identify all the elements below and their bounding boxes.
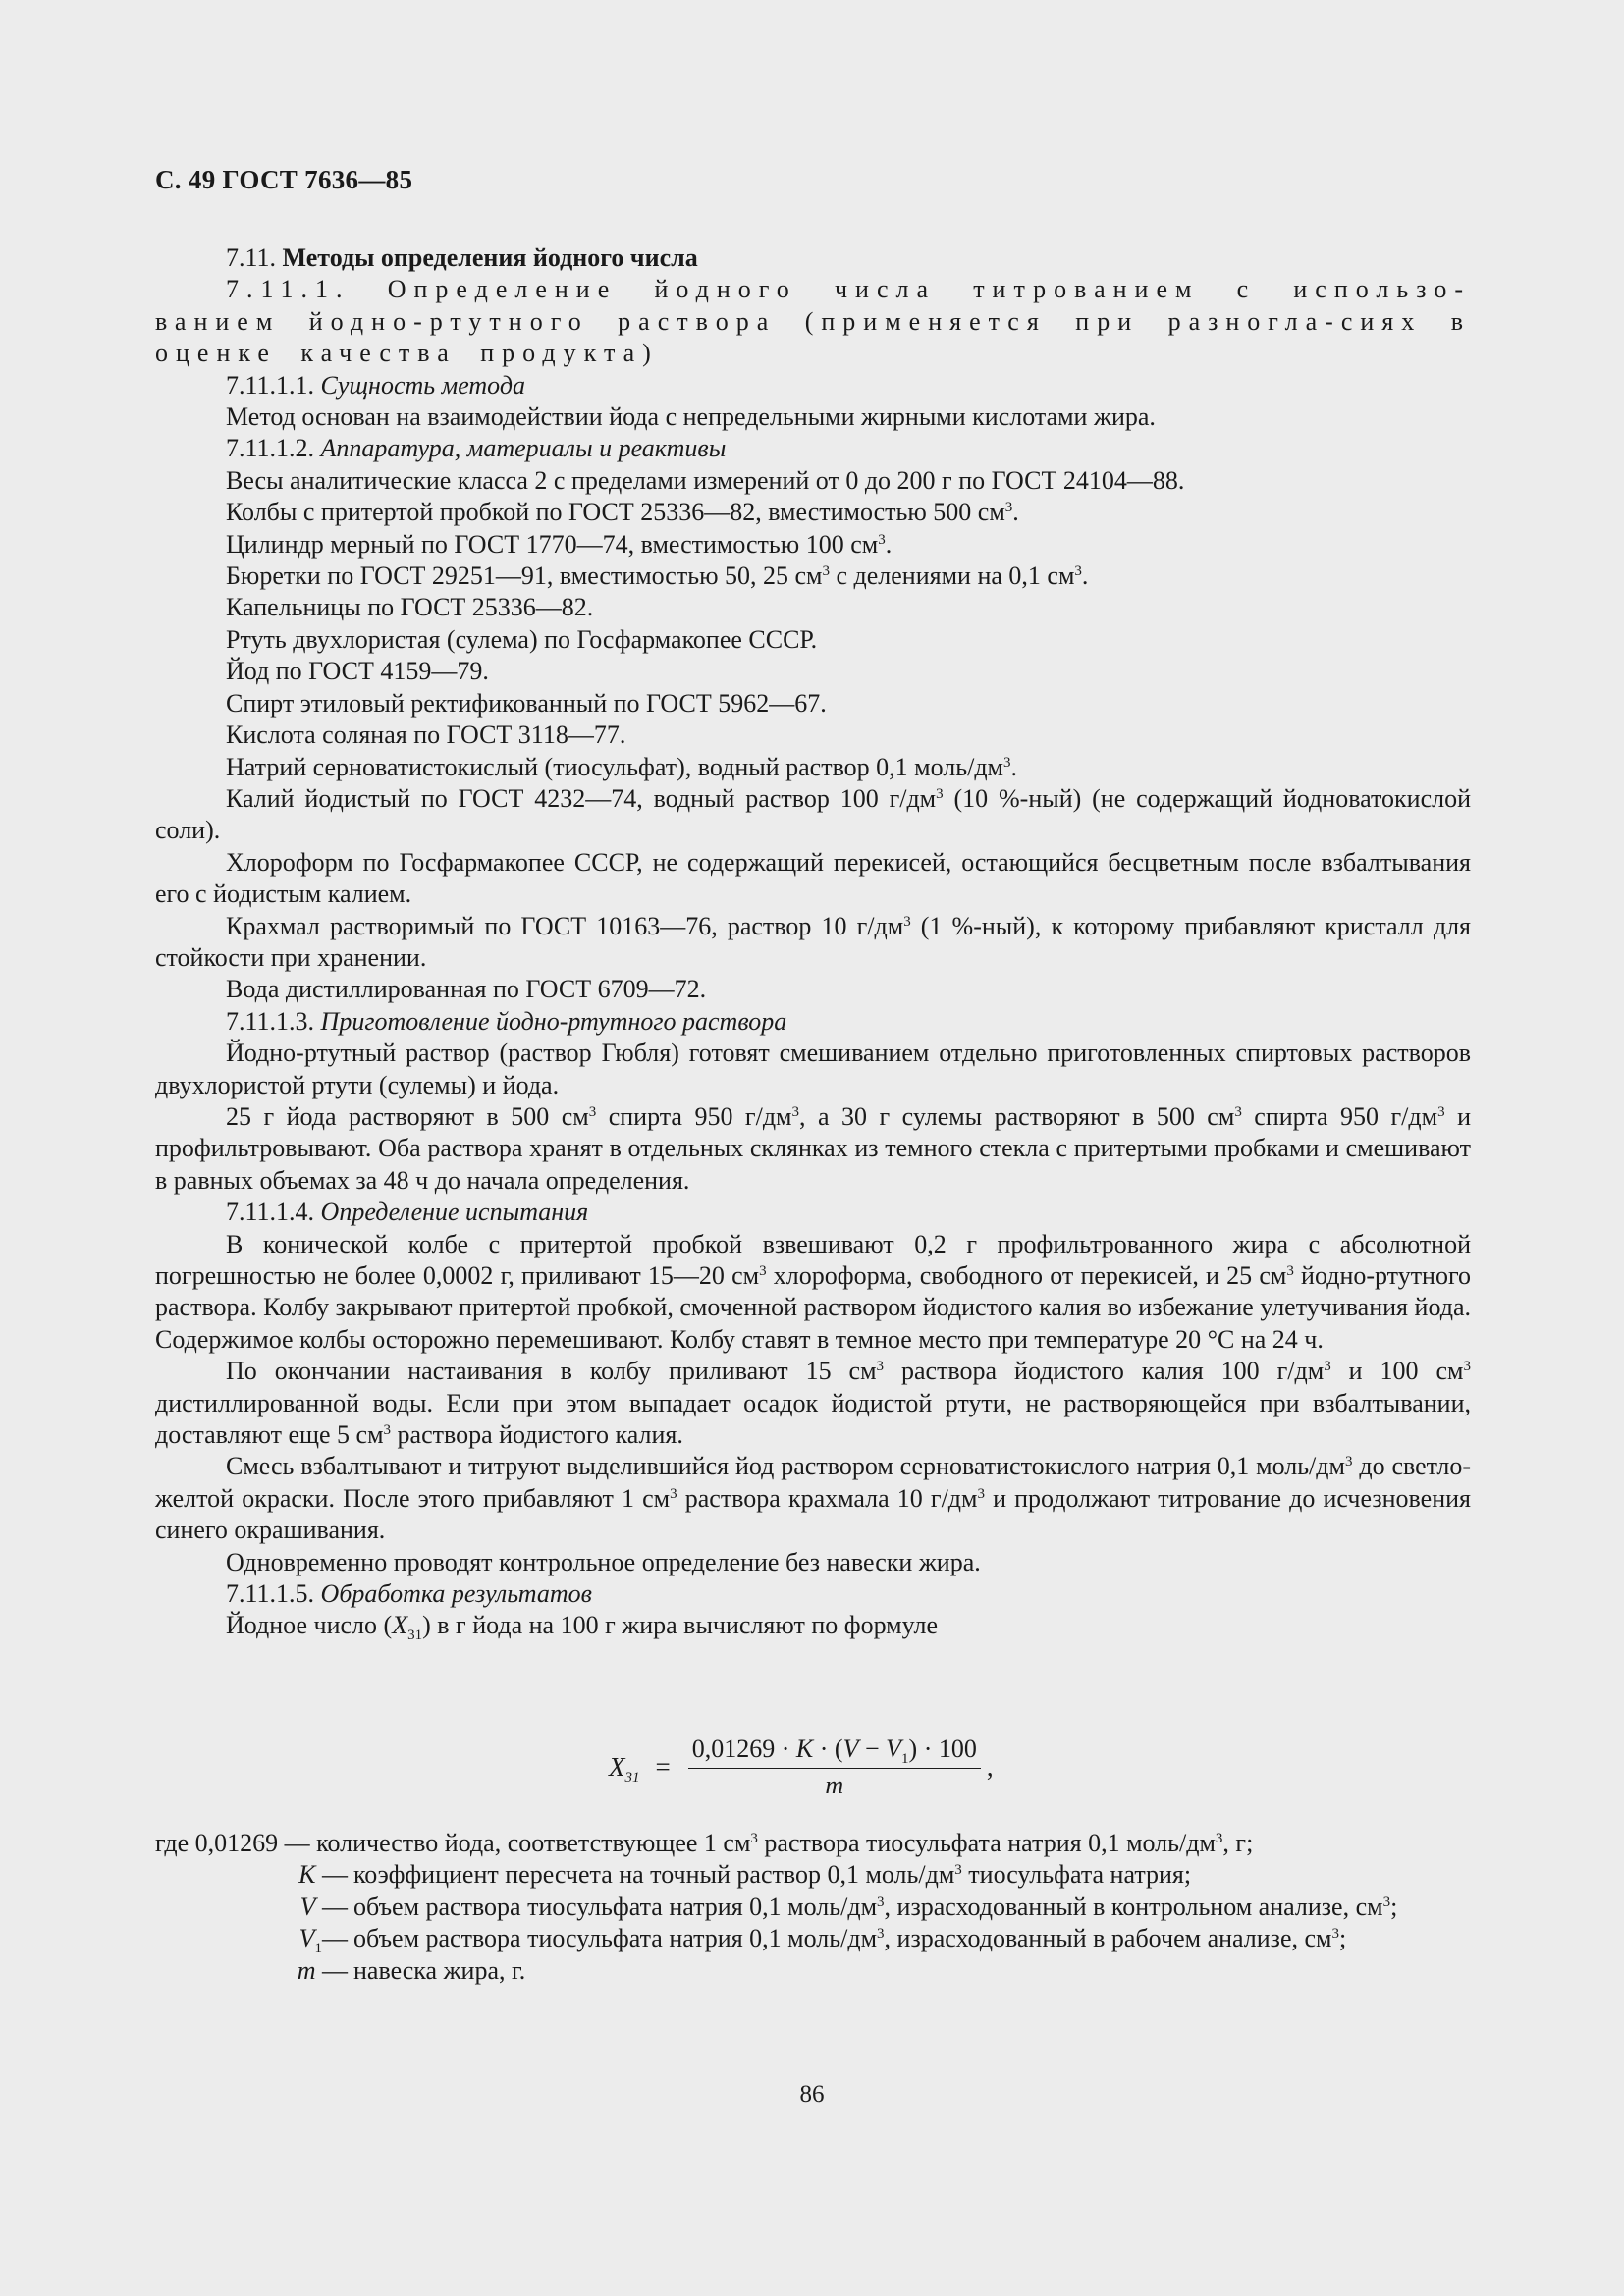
legend-description: навеска жира, г. (353, 1955, 526, 1985)
text: Цилиндр мерный по ГОСТ 1770—74, вместимостью 100 см (226, 529, 879, 559)
text: ; (1338, 1924, 1347, 1953)
list-item: Вода дистиллированная по ГОСТ 6709—72. (226, 975, 707, 1004)
list-item: Ртуть двухлористая (сулема) по Госфармакопее СССР. (226, 624, 818, 654)
legend-symbol (155, 1955, 353, 1987)
subsection-7-11-1: 7.11.1. Определение йодного числа титрованием с использо-ванием йодно-ртутного раствора (применяется при разногла-сиях в оценке качества продукта) (155, 275, 1471, 368)
text: ; (1390, 1892, 1398, 1921)
text: с делениями на 0,1 см (829, 561, 1075, 591)
subsection-7-11-1-3-heading (155, 1006, 1471, 1038)
superscript: 3 (1344, 1454, 1353, 1470)
legend-row-v1 (155, 1923, 1471, 1957)
superscript: 3 (1004, 500, 1013, 516)
text: где 0,01269 — количество йода, соответствующее 1 см (155, 1829, 751, 1857)
section-title: Методы определения йодного числа (282, 243, 698, 272)
text: и 100 см (1330, 1357, 1464, 1386)
symbol: m (297, 1955, 316, 1985)
paragraph (155, 1451, 1471, 1546)
text: объем раствора тиосульфата натрия 0,1 моль/дм (353, 1892, 878, 1921)
subsection-title: Обработка результатов (320, 1579, 592, 1609)
paragraph: Одновременно проводят контрольное определение без навески жира. (226, 1547, 981, 1576)
text: ) в г йода на 100 г жира вычисляют по формуле (422, 1611, 939, 1640)
text: , израсходованный в рабочем анализе, см (884, 1924, 1332, 1953)
text: дистиллированной воды. Если при этом выпадает осадок йодистой ртути, не растворяющейся при взбалтывании, доставляют еще 5 см (155, 1388, 1471, 1450)
symbol: V (299, 1892, 316, 1921)
body-text (155, 242, 1471, 1642)
subscript: 1 (314, 1941, 322, 1957)
text: Колбы с притертой пробкой по ГОСТ 25336—82, вместимостью 500 см (226, 498, 1005, 527)
section-heading (155, 242, 1471, 274)
paragraph (155, 1101, 1471, 1197)
list-item (155, 911, 1471, 975)
formula-lhs (609, 1751, 640, 1786)
paragraph (155, 1356, 1471, 1451)
text: , израсходованный в контрольном анализе, см (884, 1892, 1383, 1921)
legend-symbol (155, 1923, 353, 1957)
text: спирта 950 г/дм (596, 1101, 792, 1131)
text: раствора йодистого калия. (391, 1420, 683, 1450)
formula-comma: , (986, 1751, 994, 1782)
text: спирта 950 г/дм (1241, 1101, 1438, 1131)
legend-row-v (155, 1892, 1471, 1923)
text: В конической колбе с притертой пробкой взвешивают 0,2 г профильтрованного жира с абсолютной погрешностью не более 0,0002 г, приливают 15—20 см (155, 1229, 1471, 1290)
dash: — (322, 1892, 348, 1921)
subsection-number: 7.11.1.5. (226, 1579, 321, 1609)
legend-intro (155, 1828, 1471, 1859)
text: Крахмал растворимый по ГОСТ 10163—76, раствор 10 г/дм (226, 911, 904, 940)
subsection-7-11-1-2-heading (155, 433, 1471, 464)
text: объем раствора тиосульфата натрия 0,1 моль/дм (353, 1924, 878, 1953)
list-item (155, 752, 1471, 783)
superscript: 3 (1463, 1359, 1471, 1375)
list-item (155, 561, 1471, 592)
iodine-number-formula (609, 1728, 994, 1806)
text: (1 %-ный), к которому прибавляют кристалл для стойкости при хранении. (155, 911, 1472, 972)
text: хлороформа, свободного от перекисей, и 25 см (766, 1261, 1287, 1290)
list-item (155, 783, 1471, 847)
paragraph: Метод основан на взаимодействии йода с непредельными жирными кислотами жира. (226, 402, 1156, 432)
section-number: 7.11. (226, 243, 283, 272)
superscript: 3 (759, 1263, 767, 1279)
superscript: 3 (588, 1103, 597, 1120)
equals-sign: = (655, 1751, 671, 1782)
paragraph: Йодно-ртутный раствор (раствор Гюбля) готовят смешиванием отдельно приготовленных спиртовых растворов двухлористой ртути (сулемы) и йода. (155, 1039, 1471, 1099)
text: раствора тиосульфата натрия 0,1 моль/дм (757, 1829, 1216, 1857)
superscript: 3 (822, 563, 830, 580)
subsection-title: Аппаратура, материалы и реактивы (320, 434, 727, 463)
superscript: 3 (1331, 1926, 1339, 1943)
text: . (1010, 752, 1018, 781)
text: · ( (813, 1734, 843, 1763)
paragraph (155, 1229, 1471, 1357)
symbol: K (795, 1734, 814, 1763)
text: йодно-ртутного раствора. Колбу закрывают притертой пробкой, смоченной раствором йодистого калия во избежание улетучивания йода. Содержимое колбы осторожно перемешивают. Колбу ставят в темное место при температуре 20 °С на 24 ч. (155, 1261, 1471, 1354)
text: Калий йодистый по ГОСТ 4232—74, водный раствор 100 г/дм (226, 783, 937, 813)
subsection-7-11-1-5-heading (155, 1578, 1471, 1610)
superscript: 3 (878, 531, 886, 548)
superscript: 3 (977, 1485, 985, 1502)
text: . (1012, 498, 1019, 527)
text: коэффициент пересчета на точный раствор 0,1 моль/дм (353, 1860, 955, 1890)
superscript: 3 (876, 1359, 885, 1375)
text: . (1081, 561, 1089, 591)
text: раствора йодистого калия 100 г/дм (884, 1357, 1325, 1386)
list-item: Кислота соляная по ГОСТ 3118—77. (226, 721, 626, 750)
superscript: 3 (936, 785, 944, 802)
text: , г; (1222, 1829, 1254, 1857)
page-header: С. 49 ГОСТ 7636—85 (155, 165, 413, 194)
text: раствора крахмала 10 г/дм (677, 1483, 978, 1513)
list-item: Весы аналитические класса 2 с пределами измерений от 0 до 200 г по ГОСТ 24104—88. (226, 465, 1185, 495)
text: − (858, 1734, 887, 1763)
formula-fraction (688, 1735, 981, 1800)
legend-description (353, 1892, 1471, 1923)
text: Йодное число ( (226, 1611, 393, 1640)
dash: — (322, 1924, 348, 1953)
superscript: 3 (383, 1422, 392, 1439)
dash: — (322, 1955, 348, 1985)
superscript: 3 (1003, 754, 1011, 771)
subsection-number: 7.11.1.3. (226, 1006, 321, 1036)
superscript: 3 (1437, 1103, 1445, 1120)
symbol: V (298, 1924, 315, 1953)
superscript: 3 (877, 1926, 885, 1943)
superscript: 3 (1286, 1263, 1294, 1279)
symbol: V (886, 1734, 902, 1763)
superscript: 3 (791, 1103, 800, 1120)
subsection-title: Приготовление йодно-ртутного раствора (320, 1006, 787, 1036)
superscript: 3 (877, 1894, 885, 1910)
list-item: Хлороформ по Госфармакопее СССР, не содержащий перекисей, остающийся бесцветным после взбалтывания его с йодистым калием. (155, 847, 1471, 909)
page-number: 86 (799, 2081, 825, 2108)
text: и продолжают титрование до исчезновения синего окрашивания. (155, 1483, 1471, 1545)
text: По окончании настаивания в колбу приливают 15 см (226, 1357, 877, 1386)
legend-description (353, 1859, 1471, 1891)
text: Натрий серноватистокислый (тиосульфат), водный раствор 0,1 моль/дм (226, 752, 1004, 781)
text: 0,01269 · (691, 1734, 796, 1763)
formula-numerator (688, 1735, 981, 1769)
superscript: 3 (750, 1831, 758, 1846)
formula-denominator: m (825, 1770, 844, 1799)
superscript: 3 (954, 1862, 962, 1879)
superscript: 3 (903, 913, 911, 930)
superscript: 3 (1074, 563, 1082, 580)
dash: — (322, 1860, 348, 1890)
subscript: 31 (624, 1769, 640, 1786)
legend-symbol (155, 1892, 353, 1923)
text: , а 30 г сулемы растворяют в 500 см (799, 1101, 1235, 1131)
symbol: X (392, 1611, 408, 1640)
subsection-number: 7.11.1.2. (226, 434, 321, 463)
text: 25 г йода растворяют в 500 см (226, 1101, 589, 1131)
subscript: 31 (407, 1628, 423, 1644)
list-item: Йод по ГОСТ 4159—79. (226, 657, 489, 686)
list-item: Капельницы по ГОСТ 25336—82. (226, 593, 594, 622)
text: до светло-желтой окраски. После этого прибавляют 1 см (155, 1452, 1471, 1513)
subscript: 1 (901, 1750, 909, 1767)
superscript: 3 (1215, 1831, 1223, 1846)
subsection-title: Определение испытания (320, 1198, 589, 1227)
text: и профильтровывают. Оба раствора хранят в отдельных склянках из темного стекла с притертыми пробками и смешивают в равных объемах за 48 ч до начала определения. (155, 1101, 1471, 1195)
text: (10 %-ный) (не содержащий йодноватокислой соли). (155, 783, 1471, 845)
superscript: 3 (1324, 1359, 1331, 1375)
formula-legend (155, 1828, 1471, 1987)
legend-row-k (155, 1859, 1471, 1891)
superscript: 3 (1234, 1103, 1242, 1120)
text: . (885, 529, 893, 559)
paragraph (155, 1610, 1471, 1644)
subsection-number: 7.11.1.1. (226, 370, 321, 400)
list-item: Спирт этиловый ректификованный по ГОСТ 5962—67. (226, 688, 827, 718)
text: тиосульфата натрия; (961, 1860, 1192, 1890)
legend-symbol (155, 1859, 353, 1891)
text: Бюретки по ГОСТ 29251—91, вместимостью 50, 25 см (226, 561, 823, 591)
superscript: 3 (1382, 1894, 1391, 1910)
superscript: 3 (670, 1485, 677, 1502)
symbol: K (298, 1860, 316, 1890)
symbol: V (842, 1734, 859, 1763)
subsection-number: 7.11.1.4. (226, 1198, 321, 1227)
text: Смесь взбалтывают и титруют выделившийся йод раствором серноватистокислого натрия 0,1 моль/дм (226, 1452, 1345, 1481)
text: ) · 100 (908, 1734, 977, 1763)
subsection-7-11-1-4-heading (155, 1197, 1471, 1228)
subsection-7-11-1-1-heading (155, 370, 1471, 401)
symbol: X (609, 1751, 625, 1782)
subsection-title: Сущность метода (320, 370, 525, 400)
legend-description (353, 1923, 1471, 1954)
legend-row-m (155, 1955, 1471, 1987)
list-item (155, 529, 1471, 561)
list-item (155, 497, 1471, 528)
